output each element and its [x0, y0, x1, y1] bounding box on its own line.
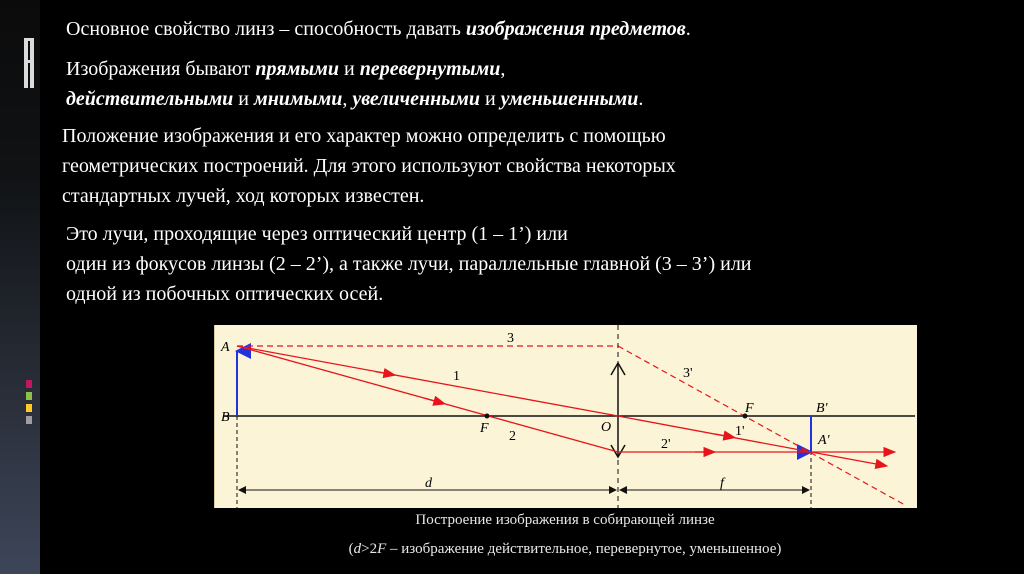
text-line [66, 84, 643, 114]
deco-bar [30, 38, 34, 88]
text-line: Положение изображения и его характер можно определить с помощью [62, 125, 666, 147]
text-line: геометрических построений. Для этого используют свойства некоторых [62, 155, 676, 177]
text-segment: и [233, 88, 254, 110]
figure-caption-title: Построение изображения в собирающей линзе [415, 512, 715, 528]
deco-bar [26, 392, 32, 400]
deco-bar [24, 38, 34, 41]
deco-bar [24, 60, 34, 63]
label-ray-2-prime: 2' [661, 437, 671, 452]
label-A: A [221, 340, 230, 355]
label-f: f [720, 476, 724, 491]
figure-caption-note [214, 541, 916, 558]
label-F-left: F [480, 421, 489, 436]
text-segment: и [338, 58, 360, 80]
label-ray-2: 2 [509, 429, 516, 444]
text-segment: , [500, 58, 506, 80]
text-line: один из фокусов линзы (2 – 2’), а также лучи, параллельные главной (3 – 3’) или [66, 253, 752, 275]
deco-bar [24, 38, 28, 88]
caption-segment: >2 [361, 541, 378, 557]
focus-point-left [485, 414, 490, 419]
caption-segment: ( [348, 541, 354, 557]
text-segment: Изображения бывают [66, 58, 256, 80]
label-d: d [425, 476, 432, 491]
label-ray-3-prime: 3' [683, 366, 693, 381]
lens-diagram [214, 325, 917, 508]
emphasis-text: увеличенными [352, 88, 480, 110]
text-line: Это лучи, проходящие через оптический центр (1 – 1’) или [66, 223, 568, 245]
emphasis-text: прямыми [255, 58, 339, 80]
text-line [66, 54, 643, 84]
ray-1 [237, 346, 618, 416]
text-line: стандартных лучей, ход которых известен. [62, 185, 425, 207]
label-ray-3: 3 [507, 331, 514, 346]
paragraph-lens-property [66, 14, 691, 44]
text-segment: Основное свойство линз – способность давать [66, 18, 466, 40]
paragraph-image-types [66, 54, 643, 114]
deco-bar [26, 404, 32, 412]
emphasis-text: перевернутыми [359, 58, 501, 80]
label-O: O [601, 420, 612, 435]
label-A-prime: A' [818, 433, 830, 448]
ray-1-prime-arrow [715, 434, 735, 438]
lens-diagram-svg [215, 325, 917, 508]
label-F-right: F [745, 401, 754, 416]
deco-bar [26, 416, 32, 424]
caption-d: d [353, 541, 362, 557]
deco-bar [26, 380, 32, 388]
label-ray-1: 1 [453, 369, 460, 384]
caption-segment: – изображение действительное, перевернутое, уменьшенное) [386, 541, 782, 557]
paragraph-construction [62, 121, 676, 211]
ray-2-arrow [425, 398, 445, 404]
paragraph-rays [66, 219, 752, 309]
emphasis-text: мнимыми [254, 88, 343, 110]
text-segment: . [638, 88, 644, 110]
ray-1-prime [618, 416, 811, 452]
caption-F: F [377, 541, 387, 557]
label-B-prime: B' [816, 401, 828, 416]
text-segment: и [479, 88, 501, 110]
text-line: одной из побочных оптических осей. [66, 283, 384, 305]
text-segment: , [342, 88, 353, 110]
text-segment: . [685, 18, 691, 40]
ray-1-arrow [375, 372, 395, 376]
emphasis-text: изображения предметов [465, 18, 686, 40]
label-ray-1-prime: 1' [735, 424, 745, 439]
emphasis-text: действительными [66, 88, 234, 110]
emphasis-text: уменьшенными [500, 88, 639, 110]
ray-3-prime [618, 346, 905, 505]
label-B: B [221, 410, 230, 425]
side-decoration [24, 0, 36, 574]
